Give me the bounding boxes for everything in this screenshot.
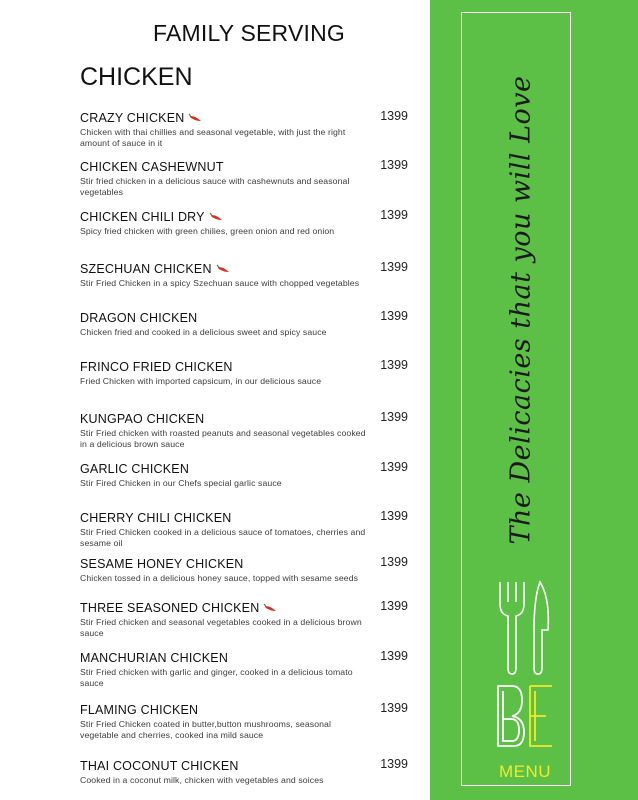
menu-item-price: 1399 [380, 599, 408, 613]
menu-item-row [80, 555, 410, 571]
menu-item [80, 109, 410, 148]
fork-icon [500, 582, 524, 674]
menu-item [80, 410, 410, 449]
menu-item-description: Stir Fried Chicken cooked in a delicious sauce of tomatoes, cherries and sesame oil [80, 527, 366, 548]
menu-item-price: 1399 [380, 410, 408, 424]
menu-item-description: Fried Chicken with imported capsicum, in our delicious sauce [80, 376, 322, 386]
section-title: CHICKEN [80, 63, 193, 91]
menu-item [80, 701, 410, 740]
menu-item-name: FLAMING CHICKEN [80, 703, 199, 717]
menu-item [80, 208, 410, 237]
menu-item-price: 1399 [380, 208, 408, 222]
menu-item-price: 1399 [380, 555, 408, 569]
menu-item-description: Chicken with thai chillies and seasonal vegetable, with just the right amount of sauce in it [80, 127, 346, 148]
menu-item-row [80, 460, 410, 476]
menu-item-price: 1399 [380, 158, 408, 172]
menu-item-name: CHICKEN CASHEWNUT [80, 160, 224, 174]
chili-pepper-icon [216, 264, 230, 273]
tagline: The Delicacies that you will Love [505, 75, 537, 545]
knife-icon [534, 582, 548, 674]
menu-item-row [80, 358, 410, 374]
menu-item-name: GARLIC CHICKEN [80, 462, 190, 476]
menu-item-row [80, 260, 410, 276]
menu-item-name: KUNGPAO CHICKEN [80, 412, 205, 426]
menu-item [80, 555, 410, 584]
menu-item-row [80, 701, 410, 717]
menu-item-description: Cooked in a coconut milk, chicken with vegetables and soices [80, 775, 324, 785]
menu-item-name: MANCHURIAN CHICKEN [80, 651, 229, 665]
menu-item-description: Stir Fried chicken and seasonal vegetables cooked in a delicious brown sauce [80, 617, 362, 638]
menu-item-row [80, 410, 410, 426]
menu-item-list [80, 0, 410, 800]
chili-pepper-icon [188, 113, 202, 122]
menu-item-name: THREE SEASONED CHICKEN [80, 601, 260, 615]
menu-item-name: SZECHUAN CHICKEN [80, 262, 212, 276]
menu-item-row [80, 649, 410, 665]
menu-item-price: 1399 [380, 109, 408, 123]
logo-letter-e [530, 686, 552, 746]
page-header-title: FAMILY SERVING [153, 20, 345, 46]
menu-item-description: Chicken tossed in a delicious honey sauce, topped with sesame seeds [80, 573, 359, 583]
menu-item-name: CRAZY CHICKEN [80, 111, 185, 125]
menu-item-name: SESAME HONEY CHICKEN [80, 557, 244, 571]
menu-item-name: FRINCO FRIED CHICKEN [80, 360, 233, 374]
menu-item-row [80, 109, 410, 125]
menu-item-price: 1399 [380, 757, 408, 771]
menu-item [80, 599, 410, 638]
menu-item-price: 1399 [380, 649, 408, 663]
menu-item-name: CHERRY CHILI CHICKEN [80, 511, 232, 525]
menu-item-row [80, 599, 410, 615]
menu-item [80, 158, 410, 197]
menu-item-description: Stir Fried Chicken in a spicy Szechuan sauce with chopped vegetables [80, 278, 360, 288]
menu-item [80, 757, 410, 786]
menu-item-name: DRAGON CHICKEN [80, 311, 198, 325]
menu-item-description: Chicken fried and cooked in a delicious sweet and spicy sauce [80, 327, 327, 337]
be-menu-logo [490, 578, 560, 763]
menu-item-row [80, 509, 410, 525]
logo-letter-b [498, 686, 524, 746]
menu-item-name: CHICKEN CHILI DRY [80, 210, 205, 224]
menu-item-price: 1399 [380, 260, 408, 274]
menu-item-description: Stir Fried chicken with roasted peanuts and seasonal vegetables cooked in a delicious brown sauce [80, 428, 366, 449]
menu-item-price: 1399 [380, 460, 408, 474]
chili-pepper-icon [263, 603, 277, 612]
menu-item [80, 358, 410, 387]
menu-item-row [80, 309, 410, 325]
menu-item-row [80, 158, 410, 174]
menu-item [80, 460, 410, 489]
chili-pepper-icon [209, 212, 223, 221]
menu-item-description: Spicy fried chicken with green chilies, green onion and red onion [80, 226, 335, 236]
menu-item-row [80, 208, 410, 224]
menu-item-description: Stir fried chicken in a delicious sauce with cashewnuts and seasonal vegetables [80, 176, 350, 197]
menu-item [80, 509, 410, 548]
menu-item-price: 1399 [380, 358, 408, 372]
menu-item-price: 1399 [380, 701, 408, 715]
menu-item-description: Stir Fried chicken with garlic and ginger, cooked in a delicious tomato sauce [80, 667, 353, 688]
menu-item-description: Stir Fired Chicken in our Chefs special garlic sauce [80, 478, 282, 488]
menu-item-price: 1399 [380, 509, 408, 523]
menu-item [80, 260, 410, 289]
logo-menu-word: MENU [498, 762, 552, 781]
menu-item [80, 649, 410, 688]
menu-item-description: Stir Fried Chicken coated in butter,button mushrooms, seasonal vegetable and cherries, cooked ina mild sauce [80, 719, 332, 740]
menu-item-row [80, 757, 410, 773]
menu-item-price: 1399 [380, 309, 408, 323]
menu-item [80, 309, 410, 338]
menu-item-name: THAI COCONUT CHICKEN [80, 759, 239, 773]
